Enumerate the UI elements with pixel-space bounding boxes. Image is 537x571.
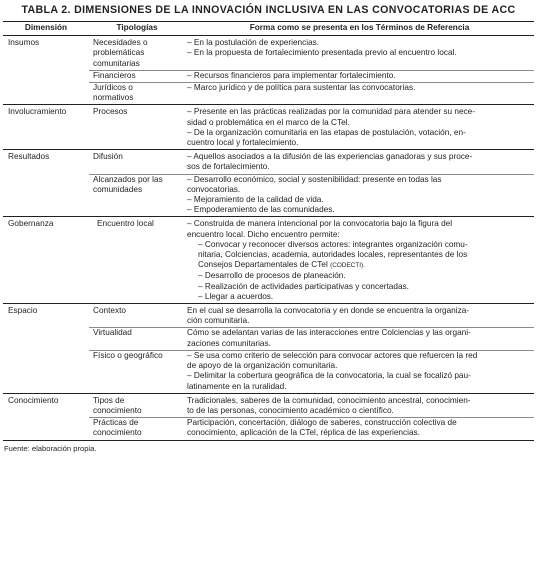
header-typologies: Tipologías <box>116 23 158 32</box>
typology-cell: Virtualidad <box>89 328 185 350</box>
innovation-dimensions-table <box>3 21 534 441</box>
typology-cell: Tipos de conocimiento <box>93 395 142 415</box>
description-cell: – En la postulación de experiencias. – En la propuesta de fortalecimiento presentada previo al encuentro local. <box>187 38 457 58</box>
description-cell: Tradicionales, saberes de la comunidad, conocimiento ancestral, conocimien- to de las personas, conocimiento académico o científico. <box>187 395 471 415</box>
description-cell: – Presente en las prácticas realizadas por la comunidad para atender su nece- sidad o problemática en el marco de la CTel. – De la organización comunitaria en las etapas de postulación, votación, en- cuentro local y fortalecimiento. <box>187 107 476 148</box>
header-dimension: Dimensión <box>24 23 68 32</box>
typology-cell: Jurídicos o normativos <box>89 83 185 105</box>
group-gobernanza <box>3 217 534 304</box>
dimension-cell: Conocimiento <box>8 395 59 405</box>
description-cell: – Desarrollo económico, social y sostenibilidad: presente en todas las convocatorias. – Mejoramiento de la calidad de vida. – Empoderamiento de las comunidades. <box>185 174 534 217</box>
typology-cell: Financieros <box>89 70 185 82</box>
table-title: TABLA 2. DIMENSIONES DE LA INNOVACIÓN INCLUSIVA EN LAS CONVOCATORIAS DE ACC <box>21 4 516 16</box>
description-cell: – Marco jurídico y de política para sustentar las convocatorias. <box>185 83 534 105</box>
typology-cell: Contexto <box>93 306 127 316</box>
dimension-cell: Resultados <box>8 152 50 162</box>
dimension-cell: Gobernanza <box>8 219 54 229</box>
header-description: Forma como se presenta en los Términos de Referencia <box>249 23 470 32</box>
group-insumos <box>3 36 534 105</box>
group-involucramiento <box>3 105 534 150</box>
description-cell: – Construida de manera intencional por la convocatoria bajo la figura del encuentro local. Dicho encuentro permite: – Convocar y reconocer diversos actores: integrantes organización comu- nitaria, Colciencias, academia, autoridades locales, representantes de los Consejos Departamentales de CTel (CODECTI). – Desarrollo de procesos de planeación. – Realización de actividades participativas y concertadas. – Llegar a acuerdos. <box>187 219 468 301</box>
typology-cell: Encuentro local <box>97 219 154 229</box>
typology-cell: Procesos <box>93 107 128 117</box>
dimension-cell: Espacio <box>8 306 38 316</box>
codecti-abbreviation: (CODECTI). <box>330 262 365 270</box>
header-row <box>3 22 534 36</box>
table-source-note: Fuente: elaboración propia. <box>4 443 97 453</box>
typology-cell: Difusión <box>93 152 123 162</box>
description-cell: – Recursos financieros para implementar fortalecimiento. <box>185 70 534 82</box>
typology-cell: Físico o geográfico <box>89 350 185 393</box>
group-resultados <box>3 150 534 217</box>
typology-cell: Prácticas de conocimiento <box>89 418 185 440</box>
table-row <box>3 304 534 328</box>
dimension-cell: Insumos <box>8 38 40 48</box>
table-row <box>3 217 534 304</box>
group-espacio <box>3 304 534 394</box>
description-cell: En el cual se desarrolla la convocatoria y en donde se encuentra la organiza- ción comunitaria. <box>187 306 470 326</box>
dimension-cell: Involucramiento <box>8 107 67 117</box>
typology-cell: Necesidades o problemáticas comunitarias <box>93 38 148 68</box>
description-cell: Cómo se adelantan varias de las interacciones entre Colciencias y las organi- zaciones comunitarias. <box>185 328 534 350</box>
table-header <box>3 22 534 36</box>
table-row <box>3 36 534 71</box>
table-row <box>3 150 534 174</box>
typology-cell: Alcanzados por las comunidades <box>89 174 185 217</box>
table-row <box>3 105 534 150</box>
description-cell: – Se usa como criterio de selección para convocar actores que refuercen la red de apoyo de la organización comunitaria. – Delimitar la cobertura geográfica de la convocatoria, la cual se focalizó pau- latinamente en la ruralidad. <box>185 350 534 393</box>
table-row <box>3 393 534 417</box>
description-cell: – Aquellos asociados a la difusión de las experiencias ganadoras y sus proce- sos de fortalecimiento. <box>187 152 473 172</box>
description-cell: Participación, concertación, diálogo de saberes, construcción colectiva de conocimiento, aplicación de la CTel, réplica de las experiencias. <box>185 418 534 440</box>
group-conocimiento <box>3 393 534 440</box>
